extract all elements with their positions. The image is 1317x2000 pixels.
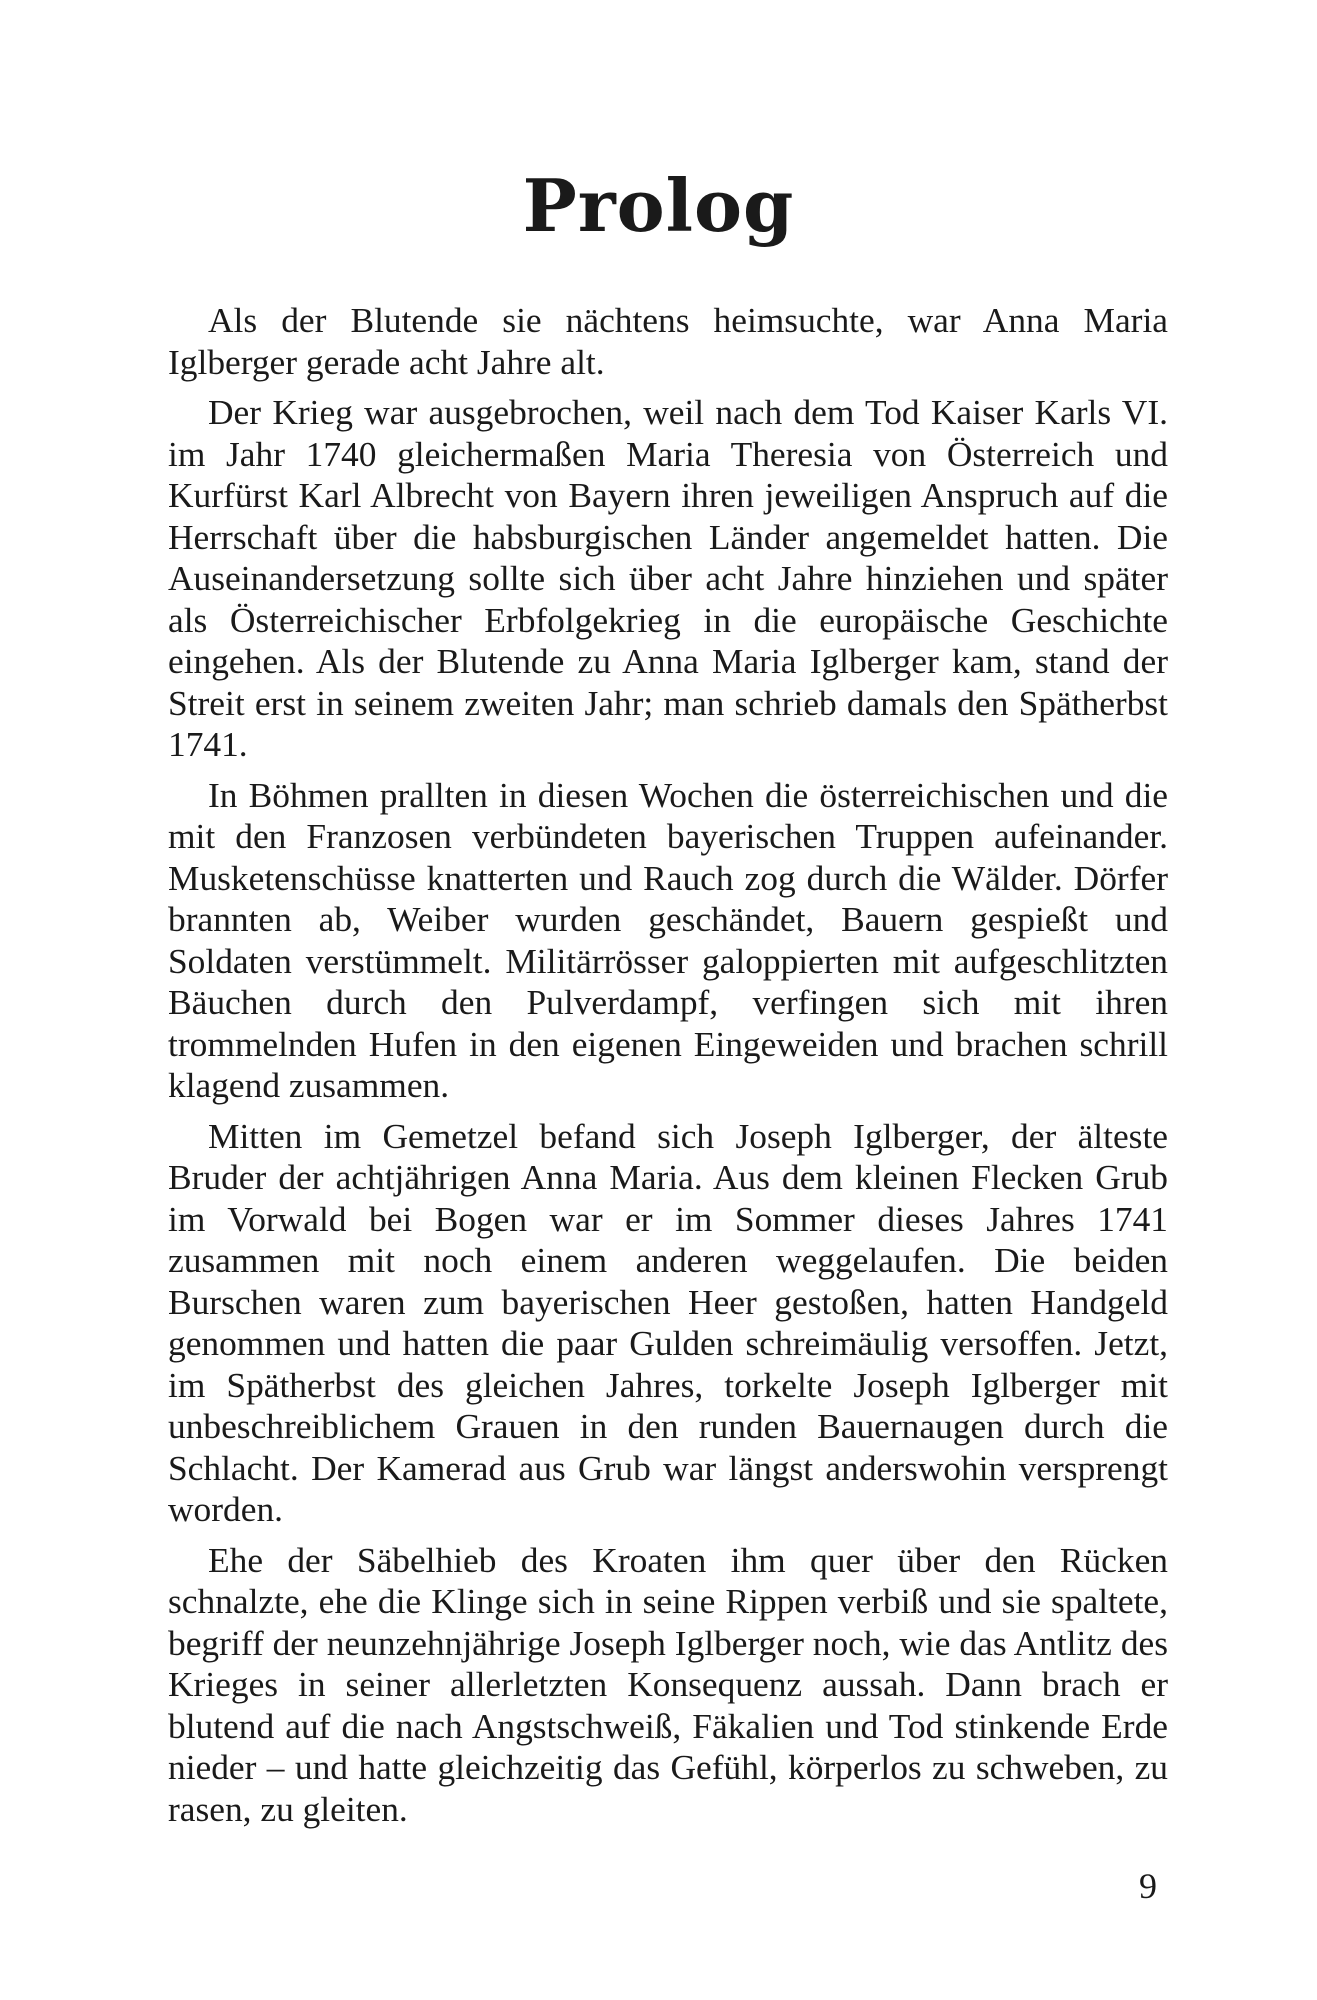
paragraph: In Böhmen prallten in diesen Wochen die österreichischen und die mit den Franzosen verbündeten bayerischen Truppen aufeinander. Musketenschüsse knatterten und Rauch zog durch die Wälder. Dörfer brannten ab, Weiber wurden geschändet, Bauern gespießt und Soldaten verstümmelt. Militärrösser galoppierten mit aufgeschlitzten Bäuchen durch den Pulverdampf, verfingen sich mit ihren trommelnden Hufen in den eigenen Eingeweiden und brachen schrill klagend zusammen. — [168, 774, 1168, 1105]
body-text — [168, 300, 1168, 1839]
page-number: 9 — [1139, 1866, 1157, 1906]
chapter-title: Prolog — [522, 163, 795, 248]
paragraph: Als der Blutende sie nächtens heimsuchte, war Anna Maria Iglberger gerade acht Jahre alt. — [168, 300, 1168, 382]
paragraph: Ehe der Säbelhieb des Kroaten ihm quer über den Rücken schnalzte, ehe die Klinge sich in seine Rippen verbiß und sie spaltete, begriff der neunzehnjährige Joseph Iglberger noch, wie das Antlitz des Krieges in seiner allerletzten Konsequenz aussah. Dann brach er blutend auf die nach Angstschweiß, Fäkalien und Tod stinkende Erde nieder – und hatte gleichzeitig das Gefühl, körperlos zu schweben, zu rasen, zu gleiten. — [168, 1539, 1168, 1829]
paragraph: Mitten im Gemetzel befand sich Joseph Iglberger, der älteste Bruder der achtjährigen Anna Maria. Aus dem kleinen Flecken Grub im Vorwald bei Bogen war er im Sommer dieses Jahres 1741 zusammen mit noch einem anderen weggelaufen. Die beiden Burschen waren zum bayerischen Heer gestoßen, hatten Handgeld genommen und hatten die paar Gulden schreimäulig versoffen. Jetzt, im Spätherbst des gleichen Jahres, torkelte Joseph Iglberger mit unbeschreiblichem Grauen in den runden Bauernaugen durch die Schlacht. Der Kamerad aus Grub war längst anderswohin versprengt worden. — [168, 1115, 1168, 1529]
paragraph: Der Krieg war ausgebrochen, weil nach dem Tod Kaiser Karls VI. im Jahr 1740 gleichermaßen Maria Theresia von Österreich und Kurfürst Karl Albrecht von Bayern ihren jeweiligen Anspruch auf die Herrschaft über die habsburgischen Länder angemeldet hatten. Die Auseinandersetzung sollte sich über acht Jahre hinziehen und später als Österreichischer Erbfolgekrieg in die europäische Geschichte eingehen. Als der Blutende zu Anna Maria Iglberger kam, stand der Streit erst in seinem zweiten Jahr; man schrieb damals den Spätherbst 1741. — [168, 392, 1168, 764]
